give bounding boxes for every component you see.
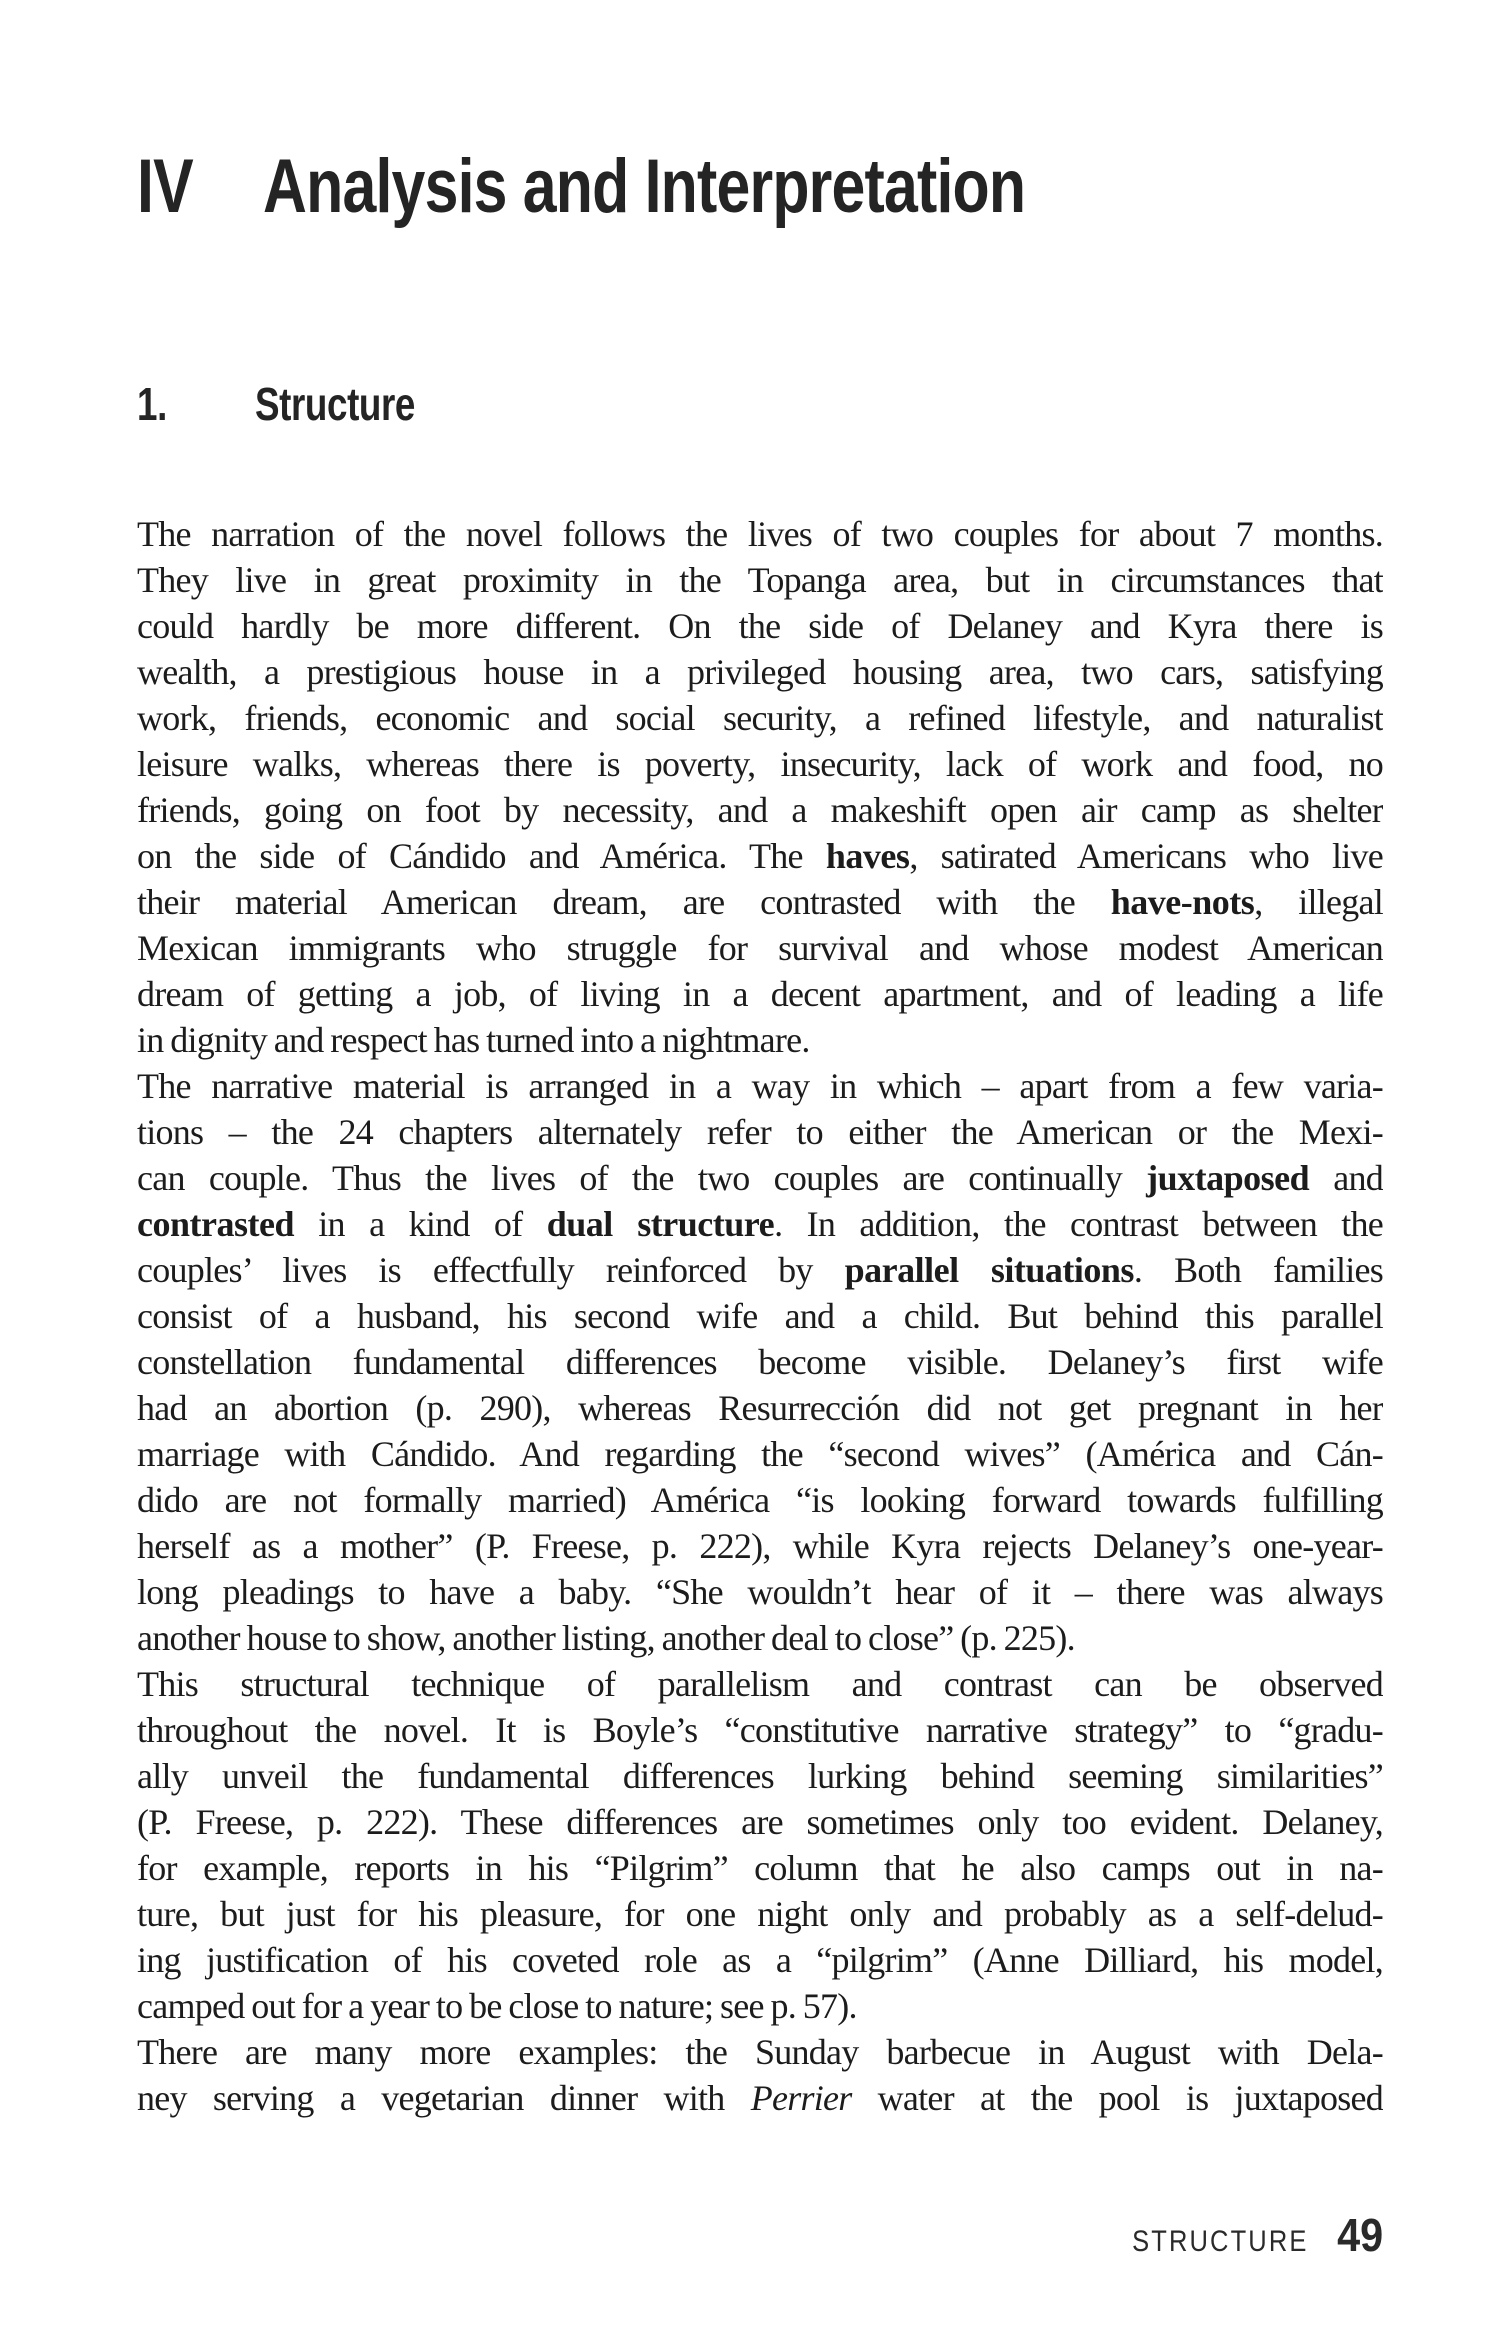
body-text [137,511,1383,2121]
text-line: throughout the novel. It is Boyle’s “constitutive narrative strategy” to “gradu- [137,1710,1383,1750]
text-line: dido are not formally married) América “is looking forward towards fulfilling [137,1480,1383,1520]
text-line: contrasted in a kind of dual structure. In addition, the contrast between the [137,1204,1383,1244]
paragraph [137,2029,1383,2121]
chapter-title: Analysis and Interpretation [263,144,1026,229]
text-line: couples’ lives is effectfully reinforced by parallel situations. Both families [137,1250,1383,1290]
text-line: camped out for a year to be close to nature; see p. 57). [137,1986,857,2026]
text-line: work, friends, economic and social security, a refined lifestyle, and naturalist [137,698,1383,738]
text-line: There are many more examples: the Sunday barbecue in August with Dela- [137,2032,1383,2072]
text-line: wealth, a prestigious house in a privileged housing area, two cars, satisfying [137,652,1383,692]
page-number: 49 [1336,2209,1383,2261]
text-line: (P. Freese, p. 222). These differences are sometimes only too evident. Delaney, [137,1802,1383,1842]
text-line: could hardly be more different. On the side of Delaney and Kyra there is [137,606,1383,646]
text-line: friends, going on foot by necessity, and a makeshift open air camp as shelter [137,790,1383,830]
text-line: can couple. Thus the lives of the two couples are continually juxtaposed and [137,1158,1383,1198]
text-line: The narration of the novel follows the lives of two couples for about 7 months. [137,514,1383,554]
text-line: dream of getting a job, of living in a decent apartment, and of leading a life [137,974,1383,1014]
section-heading [137,380,455,428]
running-header-label: STRUCTURE [1132,2225,1309,2258]
text-line: ing justification of his coveted role as a “pilgrim” (Anne Dilliard, his model, [137,1940,1383,1980]
text-line: their material American dream, are contrasted with the have-nots, illegal [137,882,1383,922]
text-line: The narrative material is arranged in a way in which – apart from a few varia- [137,1066,1383,1106]
text-line: another house to show, another listing, another deal to close” (p. 225). [137,1618,1075,1658]
text-line: on the side of Cándido and América. The haves, satirated Americans who live [137,836,1383,876]
text-line: marriage with Cándido. And regarding the “second wives” (América and Cán- [137,1434,1383,1474]
text-line: in dignity and respect has turned into a nightmare. [137,1020,810,1060]
text-line: constellation fundamental differences become visible. Delaney’s first wife [137,1342,1383,1382]
chapter-heading [137,144,1216,229]
text-line: ney serving a vegetarian dinner with Perrier water at the pool is juxtaposed [137,2078,1383,2118]
section-number: 1. [137,378,167,430]
page-footer [1101,2208,1383,2262]
paragraph [137,511,1383,1063]
text-line: ally unveil the fundamental differences lurking behind seeming similarities” [137,1756,1383,1796]
section-title: Structure [255,378,415,430]
paragraph [137,1661,1383,2029]
text-line: This structural technique of parallelism and contrast can be observed [137,1664,1383,1704]
paragraph [137,1063,1383,1661]
text-line: had an abortion (p. 290), whereas Resurrección did not get pregnant in her [137,1388,1383,1428]
text-line: ture, but just for his pleasure, for one night only and probably as a self-delud- [137,1894,1383,1934]
chapter-number: IV [137,144,193,229]
text-line: consist of a husband, his second wife and a child. But behind this parallel [137,1296,1383,1336]
text-line: They live in great proximity in the Topanga area, but in circumstances that [137,560,1383,600]
text-line: tions – the 24 chapters alternately refer to either the American or the Mexi- [137,1112,1383,1152]
text-line: for example, reports in his “Pilgrim” column that he also camps out in na- [137,1848,1383,1888]
text-line: long pleadings to have a baby. “She wouldn’t hear of it – there was always [137,1572,1383,1612]
text-line: leisure walks, whereas there is poverty, insecurity, lack of work and food, no [137,744,1383,784]
text-line: herself as a mother” (P. Freese, p. 222), while Kyra rejects Delaney’s one-year- [137,1526,1383,1566]
text-line: Mexican immigrants who struggle for survival and whose modest American [137,928,1383,968]
